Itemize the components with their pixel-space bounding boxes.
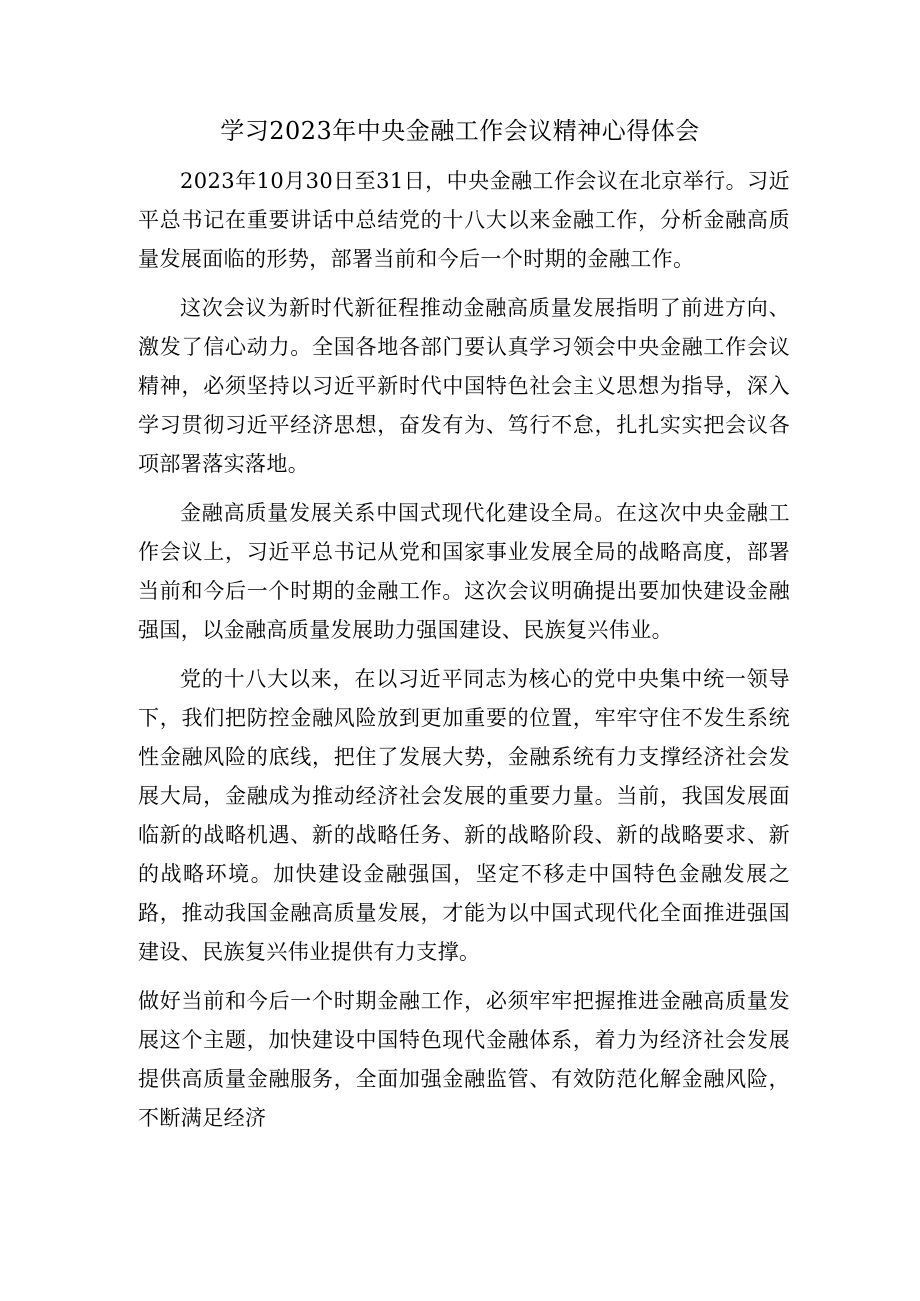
document-title: 学习2023年中央金融工作会议精神心得体会: [220, 117, 700, 145]
document-body: [138, 162, 790, 1148]
paragraph-4: 党的十八大以来，在以习近平同志为核心的党中央集中统一领导下，我们把防控金融风险放到更加重要的位置，牢牢守住不发生系统性金融风险的底线，把住了发展大势，金融系统有力支撑经济社会发展大局，金融成为推动经济社会发展的重要力量。当前，我国发展面临新的战略机遇、新的战略任务、新的战略阶段、新的战略要求、新的战略环境。加快建设金融强国，坚定不移走中国特色金融发展之路，推动我国金融高质量发展，才能为以中国式现代化全面推进强国建设、民族复兴伟业提供有力支撑。: [138, 667, 790, 964]
paragraph-3: 金融高质量发展关系中国式现代化建设全局。在这次中央金融工作会议上，习近平总书记从党和国家事业发展全局的战略高度，部署当前和今后一个时期的金融工作。这次会议明确提出要加快建设金融强国，以金融高质量发展助力强国建设、民族复兴伟业。: [138, 501, 790, 642]
paragraph-5: 做好当前和今后一个时期金融工作，必须牢牢把握推进金融高质量发展这个主题，加快建设中国特色现代金融体系，着力为经济社会发展提供高质量金融服务，全面加强金融监管、有效防范化解金融风险，不断满足经济: [138, 989, 790, 1130]
paragraph-2: 这次会议为新时代新征程推动金融高质量发展指明了前进方向、激发了信心动力。全国各地各部门要认真学习领会中央金融工作会议精神，必须坚持以习近平新时代中国特色社会主义思想为指导，深入学习贯彻习近平经济思想，奋发有为、笃行不怠，扎扎实实把会议各项部署落实落地。: [138, 296, 790, 476]
paragraph-1: 2023年10月30日至31日，中央金融工作会议在北京举行。习近平总书记在重要讲话中总结党的十八大以来金融工作，分析金融高质量发展面临的形势，部署当前和今后一个时期的金融工作。: [138, 169, 790, 271]
